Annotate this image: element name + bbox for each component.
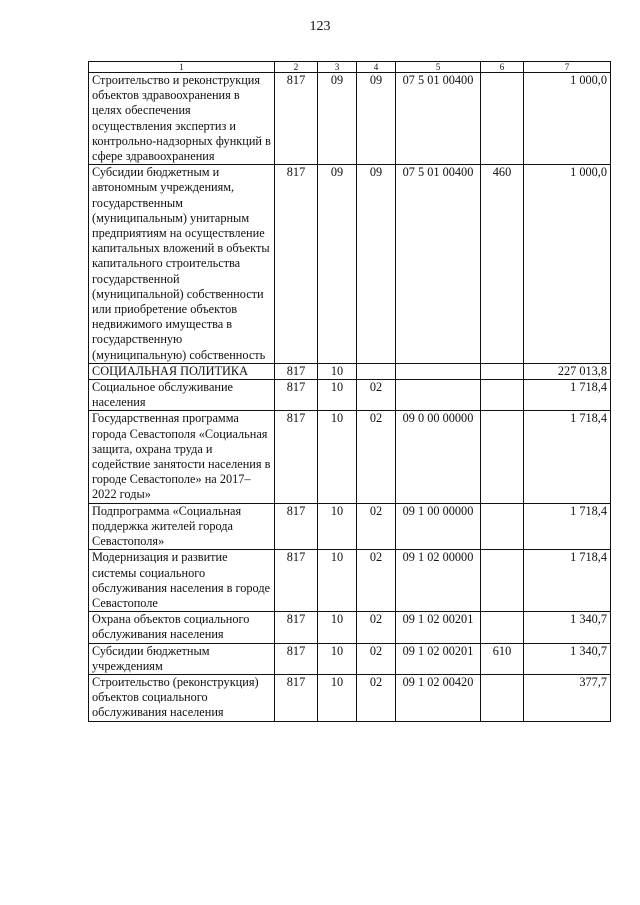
amount: 227 013,8 xyxy=(524,363,611,379)
table-row xyxy=(89,363,611,379)
ministry-code: 817 xyxy=(275,165,318,364)
item-name: Строительство и реконструкция объектов здравоохранения в целях обеспечения осуществления экспертиз и контрольно-надзорных функций в сфере здравоохранения xyxy=(89,73,275,165)
table-row xyxy=(89,73,611,165)
ministry-code: 817 xyxy=(275,363,318,379)
amount: 1 718,4 xyxy=(524,380,611,411)
amount: 1 718,4 xyxy=(524,503,611,550)
target-article-code: 09 1 02 00201 xyxy=(396,643,481,674)
column-header: 2 xyxy=(275,62,318,73)
table-row xyxy=(89,612,611,643)
item-name: Субсидии бюджетным учреждениям xyxy=(89,643,275,674)
budget-table xyxy=(88,61,611,722)
target-article-code: 09 0 00 00000 xyxy=(396,411,481,503)
ministry-code: 817 xyxy=(275,612,318,643)
amount: 1 718,4 xyxy=(524,550,611,612)
section-code: 09 xyxy=(318,165,357,364)
subsection-code: 02 xyxy=(357,612,396,643)
table-row xyxy=(89,674,611,721)
subsection-code: 09 xyxy=(357,165,396,364)
expense-type-code xyxy=(481,380,524,411)
ministry-code: 817 xyxy=(275,643,318,674)
section-code: 10 xyxy=(318,643,357,674)
item-name: Строительство (реконструкция) объектов социального обслуживания населения xyxy=(89,674,275,721)
table-row xyxy=(89,165,611,364)
subsection-code: 02 xyxy=(357,380,396,411)
item-name: Государственная программа города Севастополя «Социальная защита, охрана труда и содействие занятости населения в городе Севастополе» на 2017–2022 годы» xyxy=(89,411,275,503)
item-name: СОЦИАЛЬНАЯ ПОЛИТИКА xyxy=(89,363,275,379)
amount: 1 000,0 xyxy=(524,165,611,364)
section-code: 10 xyxy=(318,411,357,503)
target-article-code: 09 1 02 00420 xyxy=(396,674,481,721)
amount: 1 340,7 xyxy=(524,612,611,643)
column-header: 1 xyxy=(89,62,275,73)
ministry-code: 817 xyxy=(275,550,318,612)
subsection-code: 02 xyxy=(357,674,396,721)
target-article-code xyxy=(396,363,481,379)
target-article-code: 09 1 02 00000 xyxy=(396,550,481,612)
expense-type-code xyxy=(481,674,524,721)
expense-type-code: 610 xyxy=(481,643,524,674)
section-code: 10 xyxy=(318,380,357,411)
table-row xyxy=(89,550,611,612)
column-number-row xyxy=(89,62,611,73)
expense-type-code xyxy=(481,550,524,612)
subsection-code: 02 xyxy=(357,411,396,503)
column-header: 7 xyxy=(524,62,611,73)
expense-type-code xyxy=(481,411,524,503)
section-code: 10 xyxy=(318,612,357,643)
section-code: 09 xyxy=(318,73,357,165)
table-row xyxy=(89,643,611,674)
section-code: 10 xyxy=(318,550,357,612)
target-article-code: 09 1 02 00201 xyxy=(396,612,481,643)
ministry-code: 817 xyxy=(275,73,318,165)
item-name: Подпрограмма «Социальная поддержка жителей города Севастополя» xyxy=(89,503,275,550)
target-article-code: 07 5 01 00400 xyxy=(396,73,481,165)
section-code: 10 xyxy=(318,363,357,379)
page-number: 123 xyxy=(309,19,331,34)
target-article-code xyxy=(396,380,481,411)
item-name: Субсидии бюджетным и автономным учреждениям, государственным (муниципальным) унитарным предприятиям на осуществление капитальных вложений в объекты капитального строительства государственной (муниципальной) собственности или приобретение объектов недвижимого имущества в государственную (муниципальную) собственность xyxy=(89,165,275,364)
subsection-code: 02 xyxy=(357,550,396,612)
subsection-code: 02 xyxy=(357,503,396,550)
column-header: 6 xyxy=(481,62,524,73)
amount: 1 718,4 xyxy=(524,411,611,503)
ministry-code: 817 xyxy=(275,503,318,550)
target-article-code: 09 1 00 00000 xyxy=(396,503,481,550)
ministry-code: 817 xyxy=(275,674,318,721)
expense-type-code xyxy=(481,73,524,165)
amount: 1 000,0 xyxy=(524,73,611,165)
amount: 1 340,7 xyxy=(524,643,611,674)
item-name: Охрана объектов социального обслуживания населения xyxy=(89,612,275,643)
ministry-code: 817 xyxy=(275,380,318,411)
ministry-code: 817 xyxy=(275,411,318,503)
table-row xyxy=(89,380,611,411)
subsection-code xyxy=(357,363,396,379)
amount: 377,7 xyxy=(524,674,611,721)
section-code: 10 xyxy=(318,674,357,721)
table-row xyxy=(89,503,611,550)
section-code: 10 xyxy=(318,503,357,550)
expense-type-code xyxy=(481,503,524,550)
item-name: Социальное обслуживание населения xyxy=(89,380,275,411)
item-name: Модернизация и развитие системы социального обслуживания населения в городе Севастополе xyxy=(89,550,275,612)
table-row xyxy=(89,411,611,503)
column-header: 5 xyxy=(396,62,481,73)
subsection-code: 02 xyxy=(357,643,396,674)
target-article-code: 07 5 01 00400 xyxy=(396,165,481,364)
column-header: 4 xyxy=(357,62,396,73)
subsection-code: 09 xyxy=(357,73,396,165)
expense-type-code: 460 xyxy=(481,165,524,364)
expense-type-code xyxy=(481,612,524,643)
expense-type-code xyxy=(481,363,524,379)
column-header: 3 xyxy=(318,62,357,73)
